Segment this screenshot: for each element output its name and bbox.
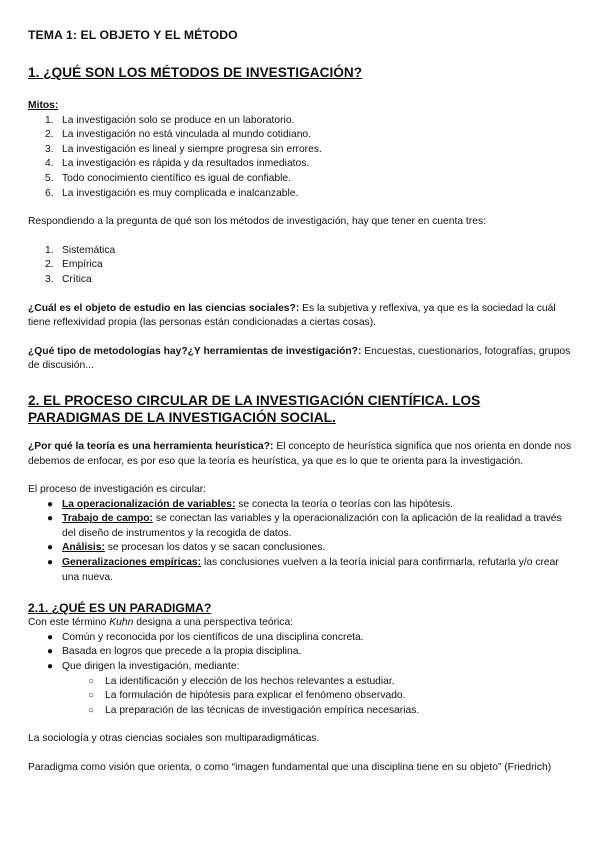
bullet-icon: ●	[47, 542, 54, 554]
paradigm-intro: Con este término Kuhn designa a una perspectiva teórica:	[28, 617, 294, 629]
list-item: ● Que dirigen la investigación, mediante:	[28, 660, 573, 675]
list-item: ● Trabajo de campo: se conectan las variables y la operacionalización con la aplicación de la realidad a través del diseño de instrumentos y la recogida de datos.	[47, 513, 562, 539]
myths-label: Mitos:	[28, 100, 59, 111]
list-item: ● La operacionalización de variables: se conecta la teoría o teorías con las hipótesis.	[28, 498, 573, 513]
list-item: 1. La investigación solo se produce en un laboratorio.	[45, 114, 295, 126]
list-item: ● Basada en logros que precede a la propia disciplina.	[28, 645, 573, 660]
bullet-icon: ●	[47, 661, 54, 673]
bullet-icon: ●	[47, 646, 54, 658]
list-item: 2. Empírica	[45, 259, 103, 271]
list-item: 3. Crítica	[45, 273, 92, 285]
methodologies-paragraph: ¿Qué tipo de metodologías hay?¿Y herramientas de investigación?: Encuestas, cuestionarios, fotografías, grupos de discusión...	[28, 345, 571, 372]
circle-bullet-icon: ○	[88, 675, 95, 687]
bullet-icon: ●	[47, 498, 54, 510]
bullet-icon: ●	[47, 557, 54, 569]
section-1-heading: 1. ¿QUÉ SON LOS MÉTODOS DE INVESTIGACIÓN?	[28, 65, 363, 80]
bullet-icon: ●	[47, 513, 54, 525]
methods-intro: Respondiendo a la pregunta de qué son los métodos de investigación, hay que tener en cuenta tres:	[28, 216, 486, 228]
process-list	[28, 498, 573, 586]
list-item: 5. Todo conocimiento científico es igual de confiable.	[45, 172, 291, 184]
list-item: 2. La investigación no está vinculada al mundo cotidiano.	[45, 129, 312, 141]
document-page	[28, 28, 573, 776]
list-item: 4. La investigación es rápida y da resultados inmediatos.	[45, 158, 310, 170]
circle-bullet-icon: ○	[88, 704, 95, 716]
list-item: ● Análisis: se procesan los datos y se sacan conclusiones.	[28, 541, 573, 556]
multiparadigm-paragraph: La sociología y otras ciencias sociales son multiparadigmáticas.	[28, 733, 320, 745]
paradigm-quote: Paradigma como visión que orienta, o como “imagen fundamental que una disciplina tiene en su objeto” (Friedrich)	[28, 762, 552, 773]
circle-bullet-icon: ○	[88, 690, 95, 702]
object-of-study-paragraph: ¿Cuál es el objeto de estudio en las ciencias sociales?: Es la subjetiva y reflexiva, ya que es la sociedad la cuál tiene reflexividad propia (las personas están condicionadas a ciertas cosas).	[28, 302, 556, 329]
traits-list	[28, 244, 573, 288]
paradigm-sublist	[28, 675, 573, 719]
heuristic-paragraph: ¿Por qué la teoría es una herramienta heurística?: El concepto de heurística significa que nos orienta en donde nos debemos de enfocar, es por eso que la teoría es heurística, ya que es lo que te orienta para la investigación.	[28, 440, 572, 467]
list-item: 1. Sistemática	[45, 244, 116, 256]
list-item: 6. La investigación es muy complicada e inalcanzable.	[45, 187, 299, 199]
list-item: ● Común y reconocida por los científicos de una disciplina concreta.	[28, 631, 573, 646]
list-item: ○ La preparación de las técnicas de investigación empírica necesarias.	[28, 704, 573, 719]
paradigm-list	[28, 631, 573, 675]
list-item: ○ La identificación y elección de los hechos relevantes a estudiar.	[28, 675, 573, 690]
myths-list	[28, 114, 573, 202]
list-item: ● Generalizaciones empíricas: las conclusiones vuelven a la teoría inicial para confirmarla, refutarla y/o crear una nueva.	[47, 557, 559, 583]
bullet-icon: ●	[47, 631, 54, 643]
section-2-1-heading: 2.1. ¿QUÉ ES UN PARADIGMA?	[28, 601, 212, 616]
process-intro: El proceso de investigación es circular:	[28, 484, 206, 496]
section-2-heading: 2. EL PROCESO CIRCULAR DE LA INVESTIGACIÓN CIENTÍFICA. LOS PARADIGMAS DE LA INVESTIGACIÓN SOCIAL.	[28, 392, 481, 425]
document-title: TEMA 1: EL OBJETO Y EL MÉTODO	[28, 28, 238, 42]
list-item: 3. La investigación es lineal y siempre progresa sin errores.	[45, 143, 322, 155]
list-item: ○ La formulación de hipótesis para explicar el fenómeno observado.	[28, 689, 573, 704]
